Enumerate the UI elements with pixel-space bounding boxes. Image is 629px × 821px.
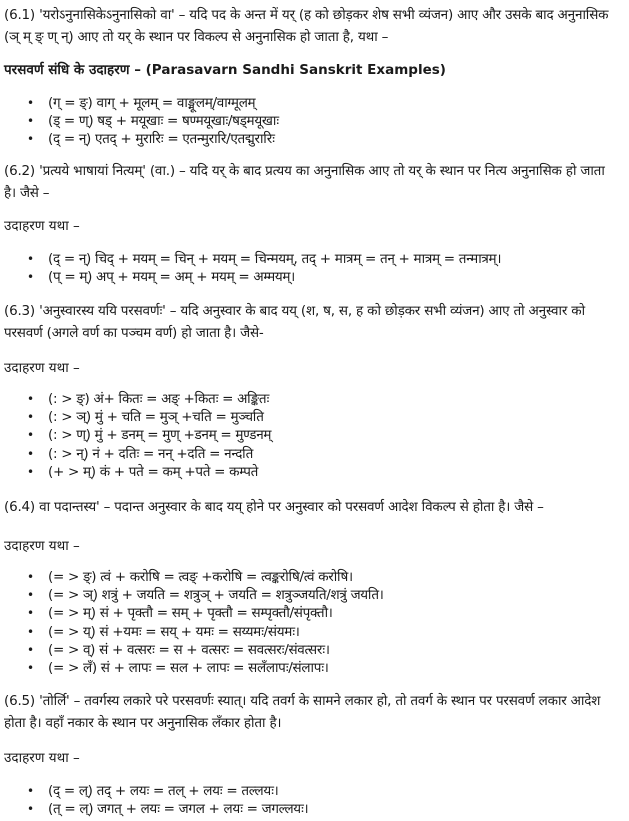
list-item: • (= > व्) सं + वत्सरः = स + वत्सरः = सवत्सरः/संवत्सरः।: [27, 641, 330, 658]
list-item: • (द् = न्) एतद् + मुरारिः = एतन्मुरारि/एतद्मुरारिः: [27, 131, 275, 148]
list-item: • (= > ञ्) शत्रुं + जयति = शत्रुञ् + जयति = शत्रुञ्जयति/शत्रुं जयति।: [27, 587, 384, 604]
list-item: • (ग् = ङ्) वाग् + मूलम् = वाङ्मूलम्/वाग्मूलम्: [27, 95, 256, 111]
list-item: • (त् = ल्) जगत् + लयः = जगल + लयः = जगल्लयः।: [27, 801, 309, 818]
example-label: उदाहरण यथा –: [4, 750, 80, 766]
bullet-icon: •: [27, 570, 34, 584]
bullet-icon: •: [27, 252, 34, 266]
list-item: • (ड् = ण्) षड् + मयूखाः = षण्मयूखाः/षड्मयूखाः: [27, 113, 279, 130]
bullet-icon: •: [27, 660, 34, 675]
rule-6-4-paragraph: (6.4) वा पदान्तस्य' – पदान्त अनुस्वार के बाद यय् होने पर अनुस्वार को परसवर्ण आदेश विकल्प से होता है। जैसे –: [4, 499, 544, 515]
examples-heading: परसवर्ण संधि के उदाहरण – (Parasavarn Sandhi Sanskrit Examples): [4, 62, 446, 78]
list-item: • (: > ण्) मुं + डनम् = मुण् +डनम् = मुण्डनम्: [27, 427, 272, 444]
rule-6-2-paragraph: (6.2) 'प्रत्यये भाषायां नित्यम्' (वा.) – यदि यर् के बाद प्रत्यय का अनुनासिक आए तो यर् के स्थान पर नित्य अनुनासिक हो जाता है। जैसे –: [4, 163, 605, 201]
bullet-icon: •: [27, 96, 34, 110]
list-6-3-examples: [0, 390, 271, 481]
bullet-icon: •: [27, 270, 34, 285]
list-item: • (= > ङ्) त्वं + करोषि = त्वङ् +करोषि = त्वङ्करोषि/त्वं करोषि।: [27, 569, 353, 585]
list-item: • (: > न्) नं + दतिः = नन् +दति = नन्दति: [27, 445, 253, 462]
bullet-icon: •: [27, 464, 34, 479]
bullet-icon: •: [27, 392, 34, 406]
bullet-icon: •: [27, 410, 34, 425]
bullet-icon: •: [27, 624, 34, 639]
list-6-2-examples: [0, 250, 501, 286]
list-6-1-examples: [0, 94, 279, 149]
list-6-4-examples: [0, 568, 384, 677]
bullet-icon: •: [27, 428, 34, 443]
list-item: • (द् = ल्) तद् + लयः = तल् + लयः = तल्लयः।: [27, 783, 279, 799]
list-item: • (= > य्) सं +यमः = सय् + यमः = सय्यमः/संयमः।: [27, 623, 300, 640]
bullet-icon: •: [27, 784, 34, 798]
bullet-icon: •: [27, 132, 34, 147]
bullet-icon: •: [27, 642, 34, 657]
bullet-icon: •: [27, 114, 34, 129]
example-label: उदाहरण यथा –: [4, 538, 80, 554]
list-item: • (द् = न्) चिद् + मयम् = चिन् + मयम् = चिन्मयम्, तद् + मात्रम् = तन् + मात्रम् = तन्मात्रम्।: [27, 251, 502, 267]
example-label: उदाहरण यथा –: [4, 218, 80, 234]
list-item: • (: > ङ्) अं+ कितः = अङ् +कितः = अङ्कितः: [27, 391, 270, 407]
bullet-icon: •: [27, 802, 34, 817]
list-item: • (= > म्) सं + पृक्तौ = सम् + पृक्तौ = सम्पृक्तौ/संपृक्तौ।: [27, 605, 333, 622]
list-item: • (प् = म्) अप् + मयम् = अम् + मयम् = अम्मयम्।: [27, 269, 296, 286]
bullet-icon: •: [27, 606, 34, 621]
bullet-icon: •: [27, 588, 34, 603]
list-item: • (: > ञ्) मुं + चति = मुञ् +चति = मुञ्चति: [27, 409, 264, 426]
rule-6-3-paragraph: (6.3) 'अनुस्वारस्य ययि परसवर्णः' – यदि अनुस्वार के बाद यय् (श, ष, स, ह को छोड़कर सभी व्यंजन) आए तो अनुस्वार को परसवर्ण (अगले वर्ण का पञ्चम वर्ण) हो जाता है। जैसे-: [4, 303, 585, 341]
rule-6-1-paragraph: (6.1) 'यरोऽनुनासिकेऽनुनासिको वा' – यदि पद के अन्त में यर् (ह को छोड़कर शेष सभी व्यंजन) आए और उसके बाद अनुनासिक (ञ् म् ङ् ण् न्) आए तो यर् के स्थान पर विकल्प से अनुनासिक हो जाता है, यथा –: [4, 7, 609, 45]
list-item: • (= > लँ) सं + लापः = सल + लापः = सलँलापः/संलापः।: [27, 659, 329, 676]
bullet-icon: •: [27, 446, 34, 461]
rule-6-5-paragraph: (6.5) 'तोर्लि' – तवर्गस्य लकारे परे परसवर्णः स्यात्। यदि तवर्ग के सामने लकार हो, तो तवर्ग के स्थान पर परसवर्ण लकार आदेश होता है। वहाँ नकार के स्थान पर अनुनासिक लँकार होता है।: [4, 693, 601, 731]
list-item: • (+ > म्) कं + पते = कम् +पते = कम्पते: [27, 463, 258, 480]
list-6-5-examples: [0, 782, 308, 818]
example-label: उदाहरण यथा –: [4, 360, 80, 376]
